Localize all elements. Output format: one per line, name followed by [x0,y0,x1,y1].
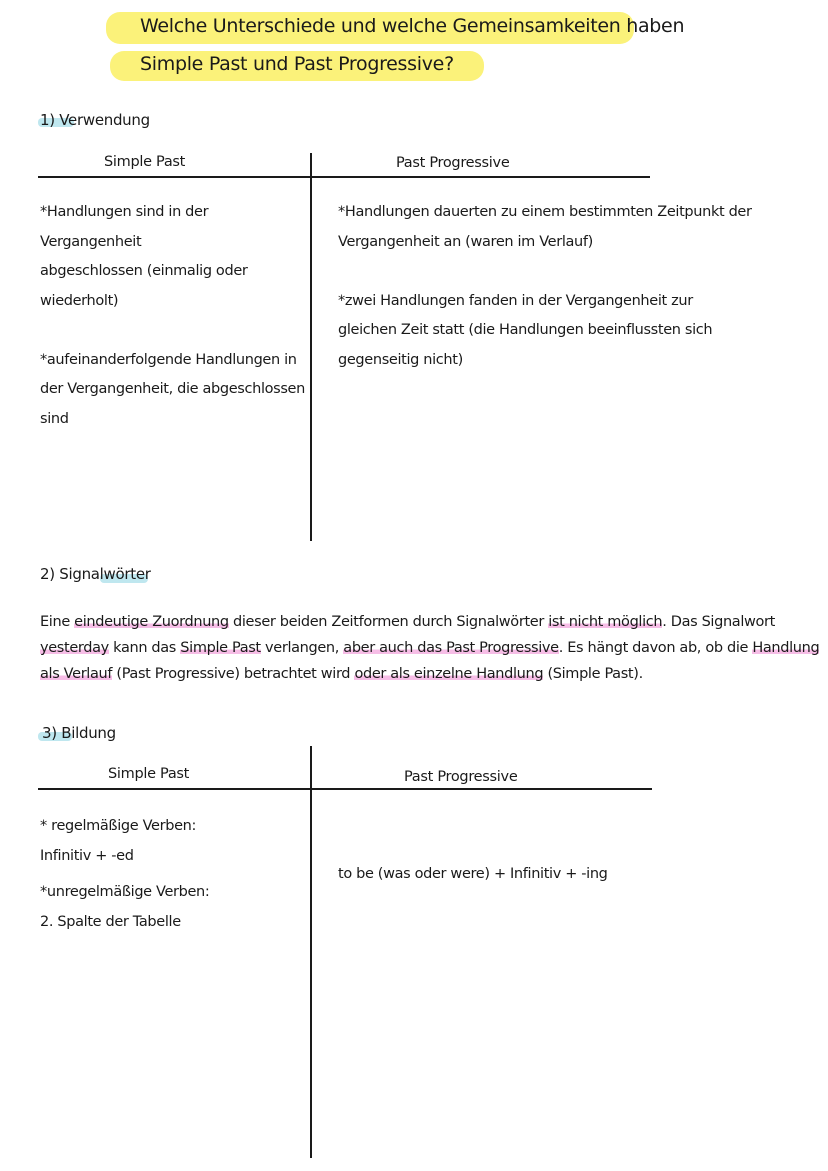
section3-heading: 3) Bildung [42,724,116,742]
section1-heading: 1) Verwendung [40,111,150,129]
section1-left-line: der Vergangenheit, die abgeschlossen [40,381,305,397]
highlight-eindeutige-zuordnung: eindeutige Zuordnung [74,614,229,630]
section3-left-column [40,812,209,937]
section2-line-1: Eine eindeutige Zuordnung dieser beiden Zeitformen durch Signalwörter ist nicht möglich. Das Signalwort [40,614,776,630]
section1-left-line: sind [40,410,69,427]
section1-left-column [40,198,305,434]
section1-right-header: Past Progressive [396,155,510,171]
highlight-nicht-moeglich: ist nicht möglich [548,614,663,630]
highlight-yesterday: yesterday [40,640,109,656]
section1-left-header: Simple Past [104,154,186,170]
section3-regular-verbs-label: * regelmäßige Verben: [40,818,197,834]
section1-right-line: Vergangenheit an (waren im Verlauf) [338,233,593,250]
section2-heading: 2) Signalwörter [40,565,151,583]
section1-right-column [338,198,752,375]
section3-right-header: Past Progressive [404,769,518,785]
section1-table-header-line [38,176,650,178]
section1-right-line: gleichen Zeit statt (die Handlungen beeinflussten sich [338,322,713,338]
section1-left-line: Vergangenheit [40,233,142,250]
section3-regular-verbs-formula: Infinitiv + -ed [40,847,134,864]
section3-irregular-verbs-label: *unregelmäßige Verben: [40,884,210,900]
page-title-line-1: Welche Unterschiede und welche Gemeinsamkeiten haben [140,15,685,37]
section3-left-header: Simple Past [108,766,190,782]
section1-left-line: wiederholt) [40,292,119,309]
highlight-einzelne-handlung: oder als einzelne Handlung [354,666,544,682]
section1-right-spacer [338,257,752,287]
section1-left-line: abgeschlossen (einmalig oder [40,263,248,279]
section1-left-line: *Handlungen sind in der [40,204,209,220]
section2-line-3: als Verlauf (Past Progressive) betrachtet wird oder als einzelne Handlung (Simple Past). [40,666,643,682]
section3-irregular-verbs-formula: 2. Spalte der Tabelle [40,913,181,930]
highlight-handlung: Handlung [752,640,820,656]
highlight-past-progressive: aber auch das Past Progressive [343,640,559,656]
section1-right-line: *zwei Handlungen fanden in der Vergangenheit zur [338,292,693,309]
section2-paragraph [40,609,819,687]
section1-right-line: *Handlungen dauerten zu einem bestimmten Zeitpunkt der [338,204,752,220]
section1-right-line: gegenseitig nicht) [338,351,463,368]
section3-table-header-line [38,788,652,790]
highlight-simple-past: Simple Past [180,640,261,656]
section1-table-divider [310,153,312,541]
section1-left-line: *aufeinanderfolgende Handlungen in [40,351,297,368]
section3-right-formula: to be (was oder were) + Infinitiv + -ing [338,866,608,882]
section1-left-spacer [40,316,305,346]
section3-table-divider [310,746,312,1158]
highlight-als-verlauf: als Verlauf [40,666,113,682]
section2-line-2: yesterday kann das Simple Past verlangen, aber auch das Past Progressive. Es hängt davon ab, ob die Handlung [40,640,820,656]
page-title-line-2: Simple Past und Past Progressive? [140,53,454,75]
